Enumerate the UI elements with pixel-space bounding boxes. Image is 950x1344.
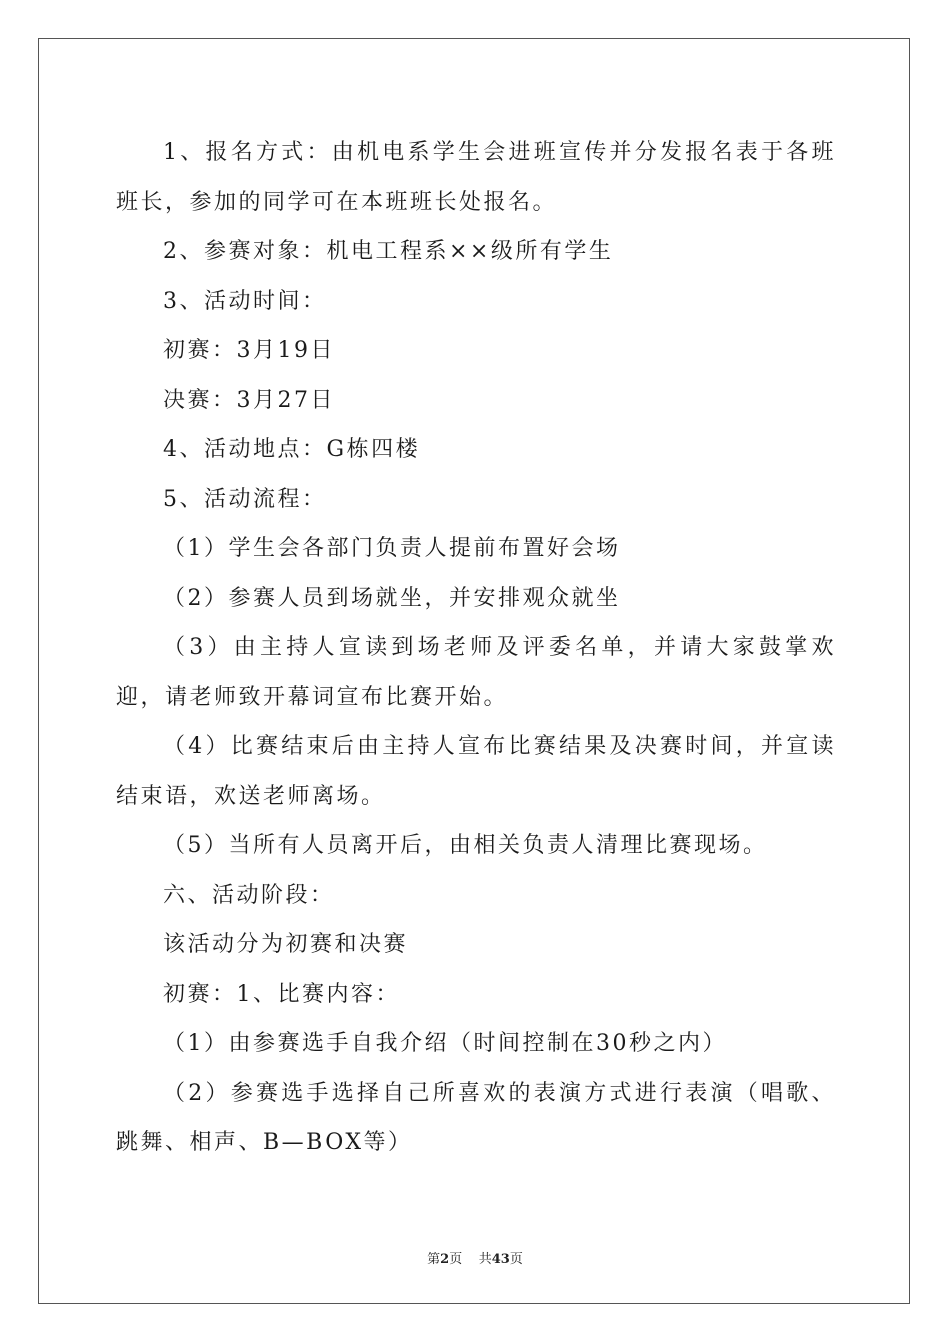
paragraph-process-step-4: （4）比赛结束后由主持人宣布比赛结果及决赛时间，并宣读结束语，欢送老师离场。 bbox=[116, 734, 836, 809]
paragraph-registration: 1、报名方式：由机电系学生会进班宣传并分发报名表于各班班长，参加的同学可在本班班长处报名。 bbox=[116, 140, 836, 215]
paragraph-time-heading: 3、活动时间： bbox=[163, 288, 327, 314]
paragraph-participants: 2、参赛对象：机电工程系××级所有学生 bbox=[163, 239, 614, 264]
paragraph-preliminary-date: 初赛：3月19日 bbox=[163, 338, 335, 363]
paragraph-process-step-1: （1）学生会各部门负责人提前布置好会场 bbox=[163, 536, 621, 561]
paragraph-process-step-5: （5）当所有人员离开后，由相关负责人清理比赛现场。 bbox=[163, 833, 768, 858]
page-footer bbox=[0, 1248, 950, 1267]
paragraph-location: 4、活动地点：G栋四楼 bbox=[163, 437, 421, 462]
paragraph-content-item-2: （2）参赛选手选择自己所喜欢的表演方式进行表演（唱歌、跳舞、相声、B—BOX等） bbox=[116, 1080, 836, 1155]
document-body bbox=[116, 128, 836, 1168]
paragraph-process-step-3: （3）由主持人宣读到场老师及评委名单，并请大家鼓掌欢迎，请老师致开幕词宣布比赛开始。 bbox=[116, 635, 836, 710]
paragraph-content-item-1: （1）由参赛选手自我介绍（时间控制在30秒之内） bbox=[163, 1031, 727, 1056]
footer-suffix: 页 bbox=[509, 1252, 523, 1267]
paragraph-stages-heading: 六、活动阶段： bbox=[163, 882, 335, 908]
total-page-count: 43 bbox=[491, 1252, 510, 1267]
current-page-number: 2 bbox=[440, 1252, 450, 1267]
footer-middle: 页 共 bbox=[449, 1252, 492, 1267]
paragraph-stages-intro: 该活动分为初赛和决赛 bbox=[163, 932, 409, 957]
paragraph-final-date: 决赛：3月27日 bbox=[163, 387, 335, 413]
paragraph-process-heading: 5、活动流程： bbox=[163, 486, 327, 512]
footer-prefix: 第 bbox=[427, 1252, 441, 1267]
paragraph-process-step-2: （2）参赛人员到场就坐，并安排观众就坐 bbox=[163, 585, 621, 611]
paragraph-preliminary-content: 初赛：1、比赛内容： bbox=[163, 981, 400, 1007]
